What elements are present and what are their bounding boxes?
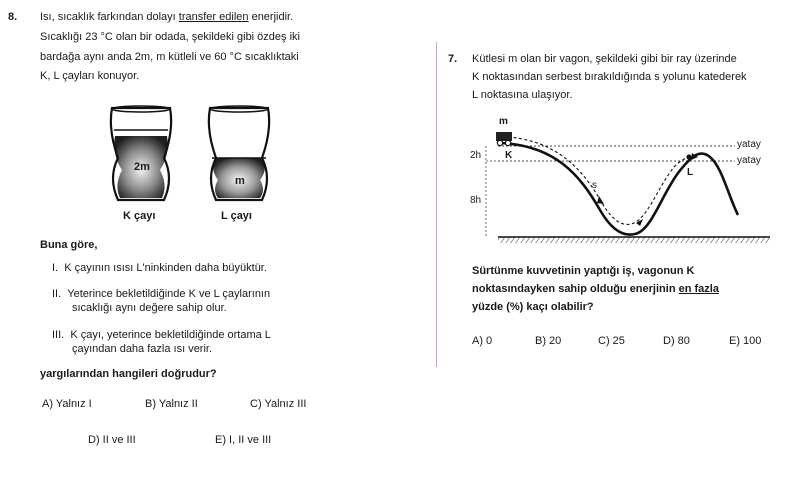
statement-3: III. K çayı, yeterince bekletildiğinde ortama L xyxy=(52,329,271,341)
glass-k-mass: 2m xyxy=(134,161,150,173)
option-c[interactable]: C) 25 xyxy=(598,335,625,347)
q7-text-line-1: Kütlesi m olan bir vagon, şekildeki gibi bir ray üzerinde xyxy=(472,53,737,65)
q8-question: yargılarından hangileri doğrudur? xyxy=(40,368,217,380)
horizontal-label-1: yatay xyxy=(737,139,761,150)
height-2h-label: 2h xyxy=(470,150,482,161)
q7-text-line-3: L noktasına ulaşıyor. xyxy=(472,89,573,101)
statement-2: II. Yeterince bekletildiğinde K ve L çaylarının xyxy=(52,288,271,300)
option-d[interactable]: D) II ve III xyxy=(88,434,136,446)
question-number: 7. xyxy=(448,53,458,65)
column-divider xyxy=(436,42,437,367)
statement-3-cont: çayından daha fazla ısı verir. xyxy=(72,343,213,355)
option-d[interactable]: D) 80 xyxy=(663,335,690,347)
q8-text-line-2: Sıcaklığı 23 °C olan bir odada, şekildeki gibi özdeş iki xyxy=(40,31,300,43)
option-e[interactable]: E) 100 xyxy=(729,335,762,347)
q8-text-line-4: K, L çayları konuyor. xyxy=(40,70,140,82)
point-k-label: K xyxy=(505,150,513,161)
option-e[interactable]: E) I, II ve III xyxy=(215,434,272,446)
path-s-label: s xyxy=(592,180,597,191)
mass-label: m xyxy=(499,116,508,127)
q8-prompt: Buna göre, xyxy=(40,239,98,251)
glass-k-label: K çayı xyxy=(123,210,156,222)
statement-1: I. K çayının ısısı L'ninkinden daha büyüktür. xyxy=(52,262,267,274)
q7-question-line-3: yüzde (%) kaçı olabilir? xyxy=(472,301,594,313)
glass-k xyxy=(111,106,171,200)
ground-hatching xyxy=(498,237,770,243)
horizontal-label-2: yatay xyxy=(737,155,761,166)
q8-text-line-3: bardağa aynı anda 2m, m kütleli ve 60 °C sıcaklıktaki xyxy=(40,51,299,63)
option-a[interactable]: A) Yalnız I xyxy=(42,398,92,410)
option-b[interactable]: B) 20 xyxy=(535,335,562,347)
q7-question-line-1: Sürtünme kuvvetinin yaptığı iş, vagonun K xyxy=(472,265,695,277)
option-a[interactable]: A) 0 xyxy=(472,335,493,347)
q7-text-line-2: K noktasından serbest bırakıldığında s yolunu katederek xyxy=(472,71,747,83)
option-c[interactable]: C) Yalnız III xyxy=(250,398,307,410)
rail-track xyxy=(500,143,738,235)
glasses-figure xyxy=(100,100,290,225)
rail-figure xyxy=(460,115,780,250)
point-l-marker xyxy=(686,154,691,159)
statement-2-cont: sıcaklığı aynı değere sahip olur. xyxy=(72,302,227,314)
option-b[interactable]: B) Yalnız II xyxy=(145,398,198,410)
height-8h-label: 8h xyxy=(470,195,482,206)
question-number: 8. xyxy=(8,11,18,23)
q8-text-line-1: Isı, sıcaklık farkından dolayı transfer edilen enerjidir. xyxy=(40,11,294,23)
glass-l-mass: m xyxy=(235,175,245,187)
q7-question-line-2: noktasındayken sahip olduğu enerjinin en fazla xyxy=(472,283,719,295)
glass-l-label: L çayı xyxy=(221,210,252,222)
point-l-label: L xyxy=(687,167,694,178)
